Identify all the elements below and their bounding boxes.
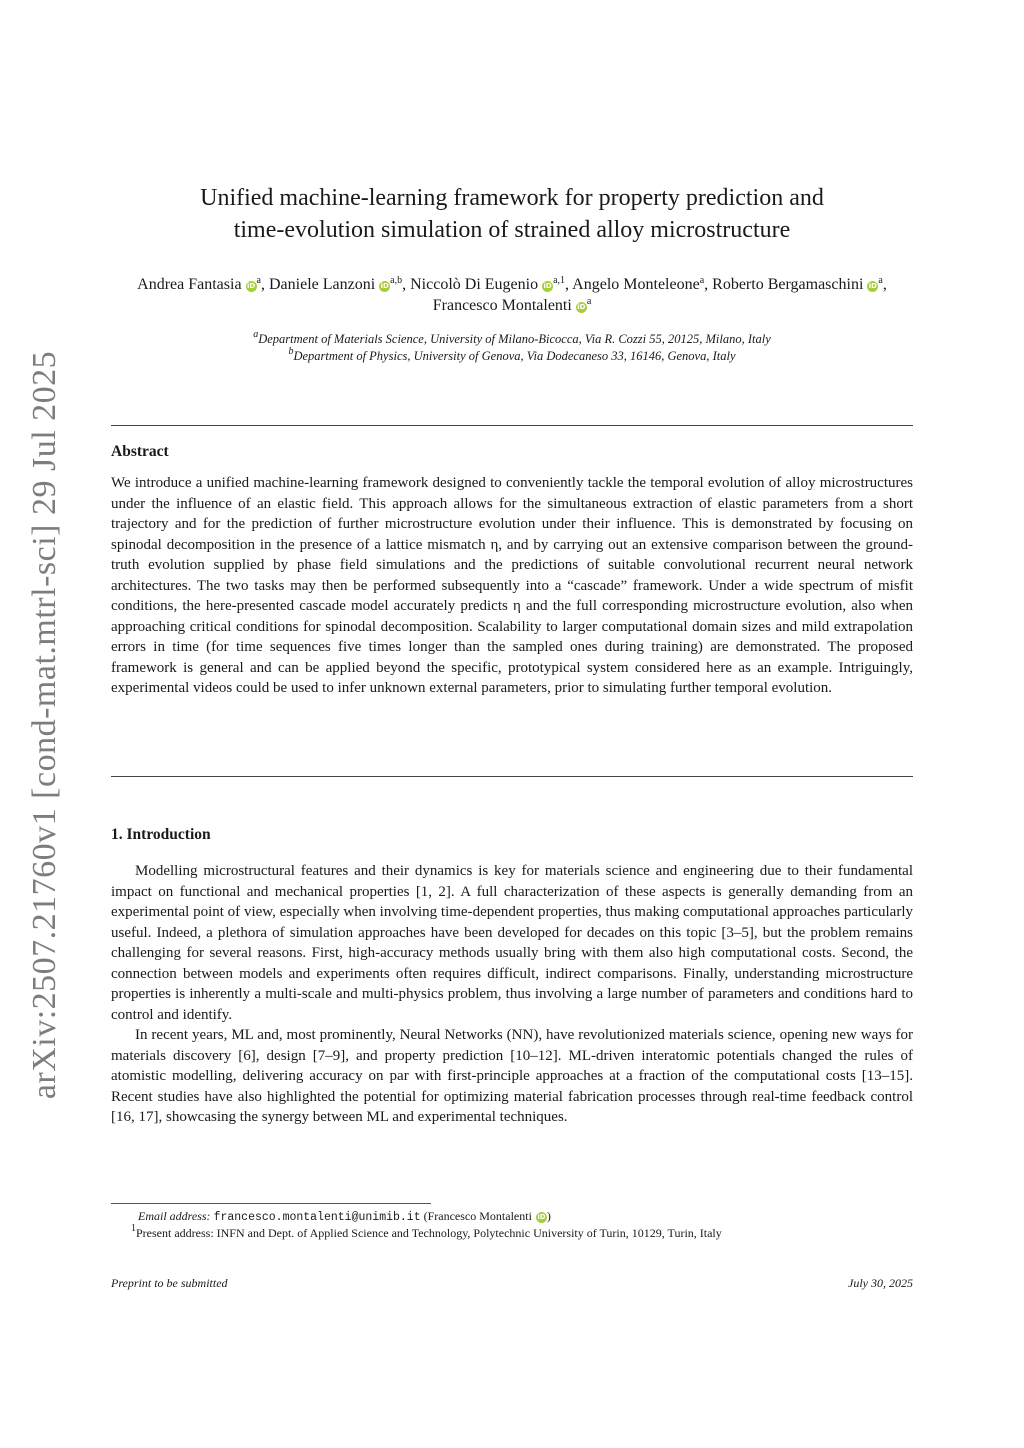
- abstract-bottom-rule: [111, 776, 913, 777]
- author-affiliation-mark: a: [256, 275, 261, 286]
- author-affiliation-mark: a: [586, 296, 592, 307]
- footnote-text: Present address: INFN and Dept. of Applied Science and Technology, Polytechnic University of Turin, 10129, Turin, Italy: [136, 1226, 722, 1240]
- title-line-2: time-evolution simulation of strained alloy microstructure: [233, 217, 791, 243]
- author-name: Francesco Montalenti: [432, 297, 572, 314]
- email-owner: (Francesco Montalenti: [423, 1209, 532, 1223]
- footer-preprint-note: Preprint to be submitted: [111, 1276, 228, 1290]
- footnote-mark: 1: [131, 1223, 136, 1234]
- introduction-heading: 1. Introduction: [111, 826, 211, 843]
- author-affiliation-mark: a: [878, 275, 883, 286]
- author-name: Angelo Monteleone: [572, 276, 700, 293]
- orcid-icon[interactable]: iD: [577, 303, 586, 311]
- author-name: Roberto Bergamaschini: [712, 276, 864, 293]
- abstract-top-rule: [111, 425, 913, 426]
- email-close: ): [546, 1209, 551, 1223]
- author-affiliation-mark: a,1: [553, 275, 566, 286]
- author-6: [433, 297, 592, 314]
- affiliation-b: [112, 348, 912, 365]
- arxiv-side-stamp: arXiv:2507.21760v1 [cond-mat.mtrl-sci] 29 Jul 2025: [26, 350, 63, 1100]
- introduction-body: [111, 861, 913, 1128]
- author-2: [269, 276, 402, 293]
- orcid-icon[interactable]: iD: [380, 282, 389, 290]
- affiliation-text: Department of Materials Science, University of Milano-Bicocca, Via R. Cozzi 55, 20125, Milano, Italy: [258, 332, 771, 346]
- author-affiliation-mark: a: [699, 275, 705, 286]
- affiliation-mark: a: [253, 329, 259, 340]
- author-name: Daniele Lanzoni: [269, 276, 376, 293]
- abstract-text: We introduce a unified machine-learning framework designed to conveniently tackle the temporal evolution of alloy microstructures under the influence of an elastic field. This approach allows for the simultaneous extraction of elastic parameters from a short trajectory and for the prediction of further microstructure evolution under their influence. This is demonstrated by focusing on spinodal decomposition in the presence of a lattice mismatch η, and by carrying out an extensive comparison between the ground-truth evolution supplied by phase field simulations and the predictions of suitable convolutional recurrent neural network architectures. The two tasks may then be performed subsequently into a “cascade” framework. Under a wide spectrum of misfit conditions, the here-presented cascade model accurately predicts η and the full corresponding microstructure evolution, also when approaching critical conditions for spinodal decomposition. Scalability to larger computational domain sizes and mild extrapolation errors in time (for time sequences five times longer than the sampled ones during training) are demonstrated. The proposed framework is general and can be applied beyond the specific, prototypical system considered here as an example. Intriguingly, experimental videos could be used to infer unknown external parameters, prior to simulating further temporal evolution.: [111, 475, 913, 696]
- paper-title: [112, 182, 912, 246]
- footnote-rule: [111, 1203, 431, 1204]
- abstract-heading: Abstract: [111, 443, 169, 460]
- footnote-email: [111, 1208, 913, 1226]
- title-line-1: Unified machine-learning framework for property prediction and: [200, 185, 824, 211]
- author-4: [572, 276, 704, 293]
- author-name: Niccolò Di Eugenio: [410, 276, 539, 293]
- abstract-body: [111, 473, 913, 699]
- orcid-icon[interactable]: iD: [543, 282, 552, 290]
- author-3: [410, 276, 565, 293]
- author-name: Andrea Fantasia: [137, 276, 242, 293]
- intro-paragraph-2: In recent years, ML and, most prominently, Neural Networks (NN), have revolutionized materials science, opening new ways for materials discovery [6], design [7–9], and property prediction [10–12]. ML-driven interatomic potentials changed the rules of atomistic modelling, delivering accuracy on par with first-principle approaches at a fraction of the computational costs [13–15]. Recent studies have also highlighted the potential for optimizing material fabrication processes through real-time feedback control [16, 17], showcasing the synergy between ML and experimental techniques.: [111, 1027, 913, 1125]
- email-link[interactable]: francesco.montalenti@unimib.it: [213, 1211, 421, 1224]
- orcid-icon[interactable]: iD: [537, 1213, 546, 1221]
- author-affiliation-mark: a,b: [390, 275, 403, 286]
- author-list: Andrea Fantasia $iD^a$, Daniele Lanzoni iD$^{a,b}$, Niccolò Di Eugenio iD$^{a,1}$, Angelo Monteleone$^a$, Roberto Bergamaschini $iD^a$, Francesco Montalenti $iD^a$: [137, 275, 887, 314]
- email-label: Email address:: [138, 1209, 211, 1223]
- affiliation-a: [112, 331, 912, 348]
- author-1: [137, 276, 261, 293]
- intro-paragraph-1: Modelling microstructural features and their dynamics is key for materials science and engineering due to their fundamental impact on functional and mechanical properties [1, 2]. A full characterization of these aspects is generally demanding from an experimental point of view, especially when involving time-dependent properties, thus making computational approaches particularly useful. Indeed, a plethora of simulation approaches have been developed for decades on this topic [3–5], but the problem remains challenging for several reasons. First, high-accuracy methods usually bring with them also high computational costs. Second, the connection between models and experiments often requires difficult, indirect comparisons. Finally, understanding microstructure properties is inherently a multi-scale and multi-physics problem, thus involving a large number of parameters and conditions hard to control and identify.: [111, 863, 913, 1023]
- affiliation-text: Department of Physics, University of Genova, Via Dodecaneso 33, 16146, Genova, Italy: [293, 349, 736, 363]
- footer-date: July 30, 2025: [848, 1276, 913, 1290]
- orcid-icon[interactable]: iD: [246, 282, 256, 290]
- author-5: [712, 276, 883, 293]
- orcid-icon[interactable]: iD: [868, 282, 877, 290]
- footnote-present-address: [111, 1225, 913, 1241]
- affiliation-mark: b: [288, 346, 294, 357]
